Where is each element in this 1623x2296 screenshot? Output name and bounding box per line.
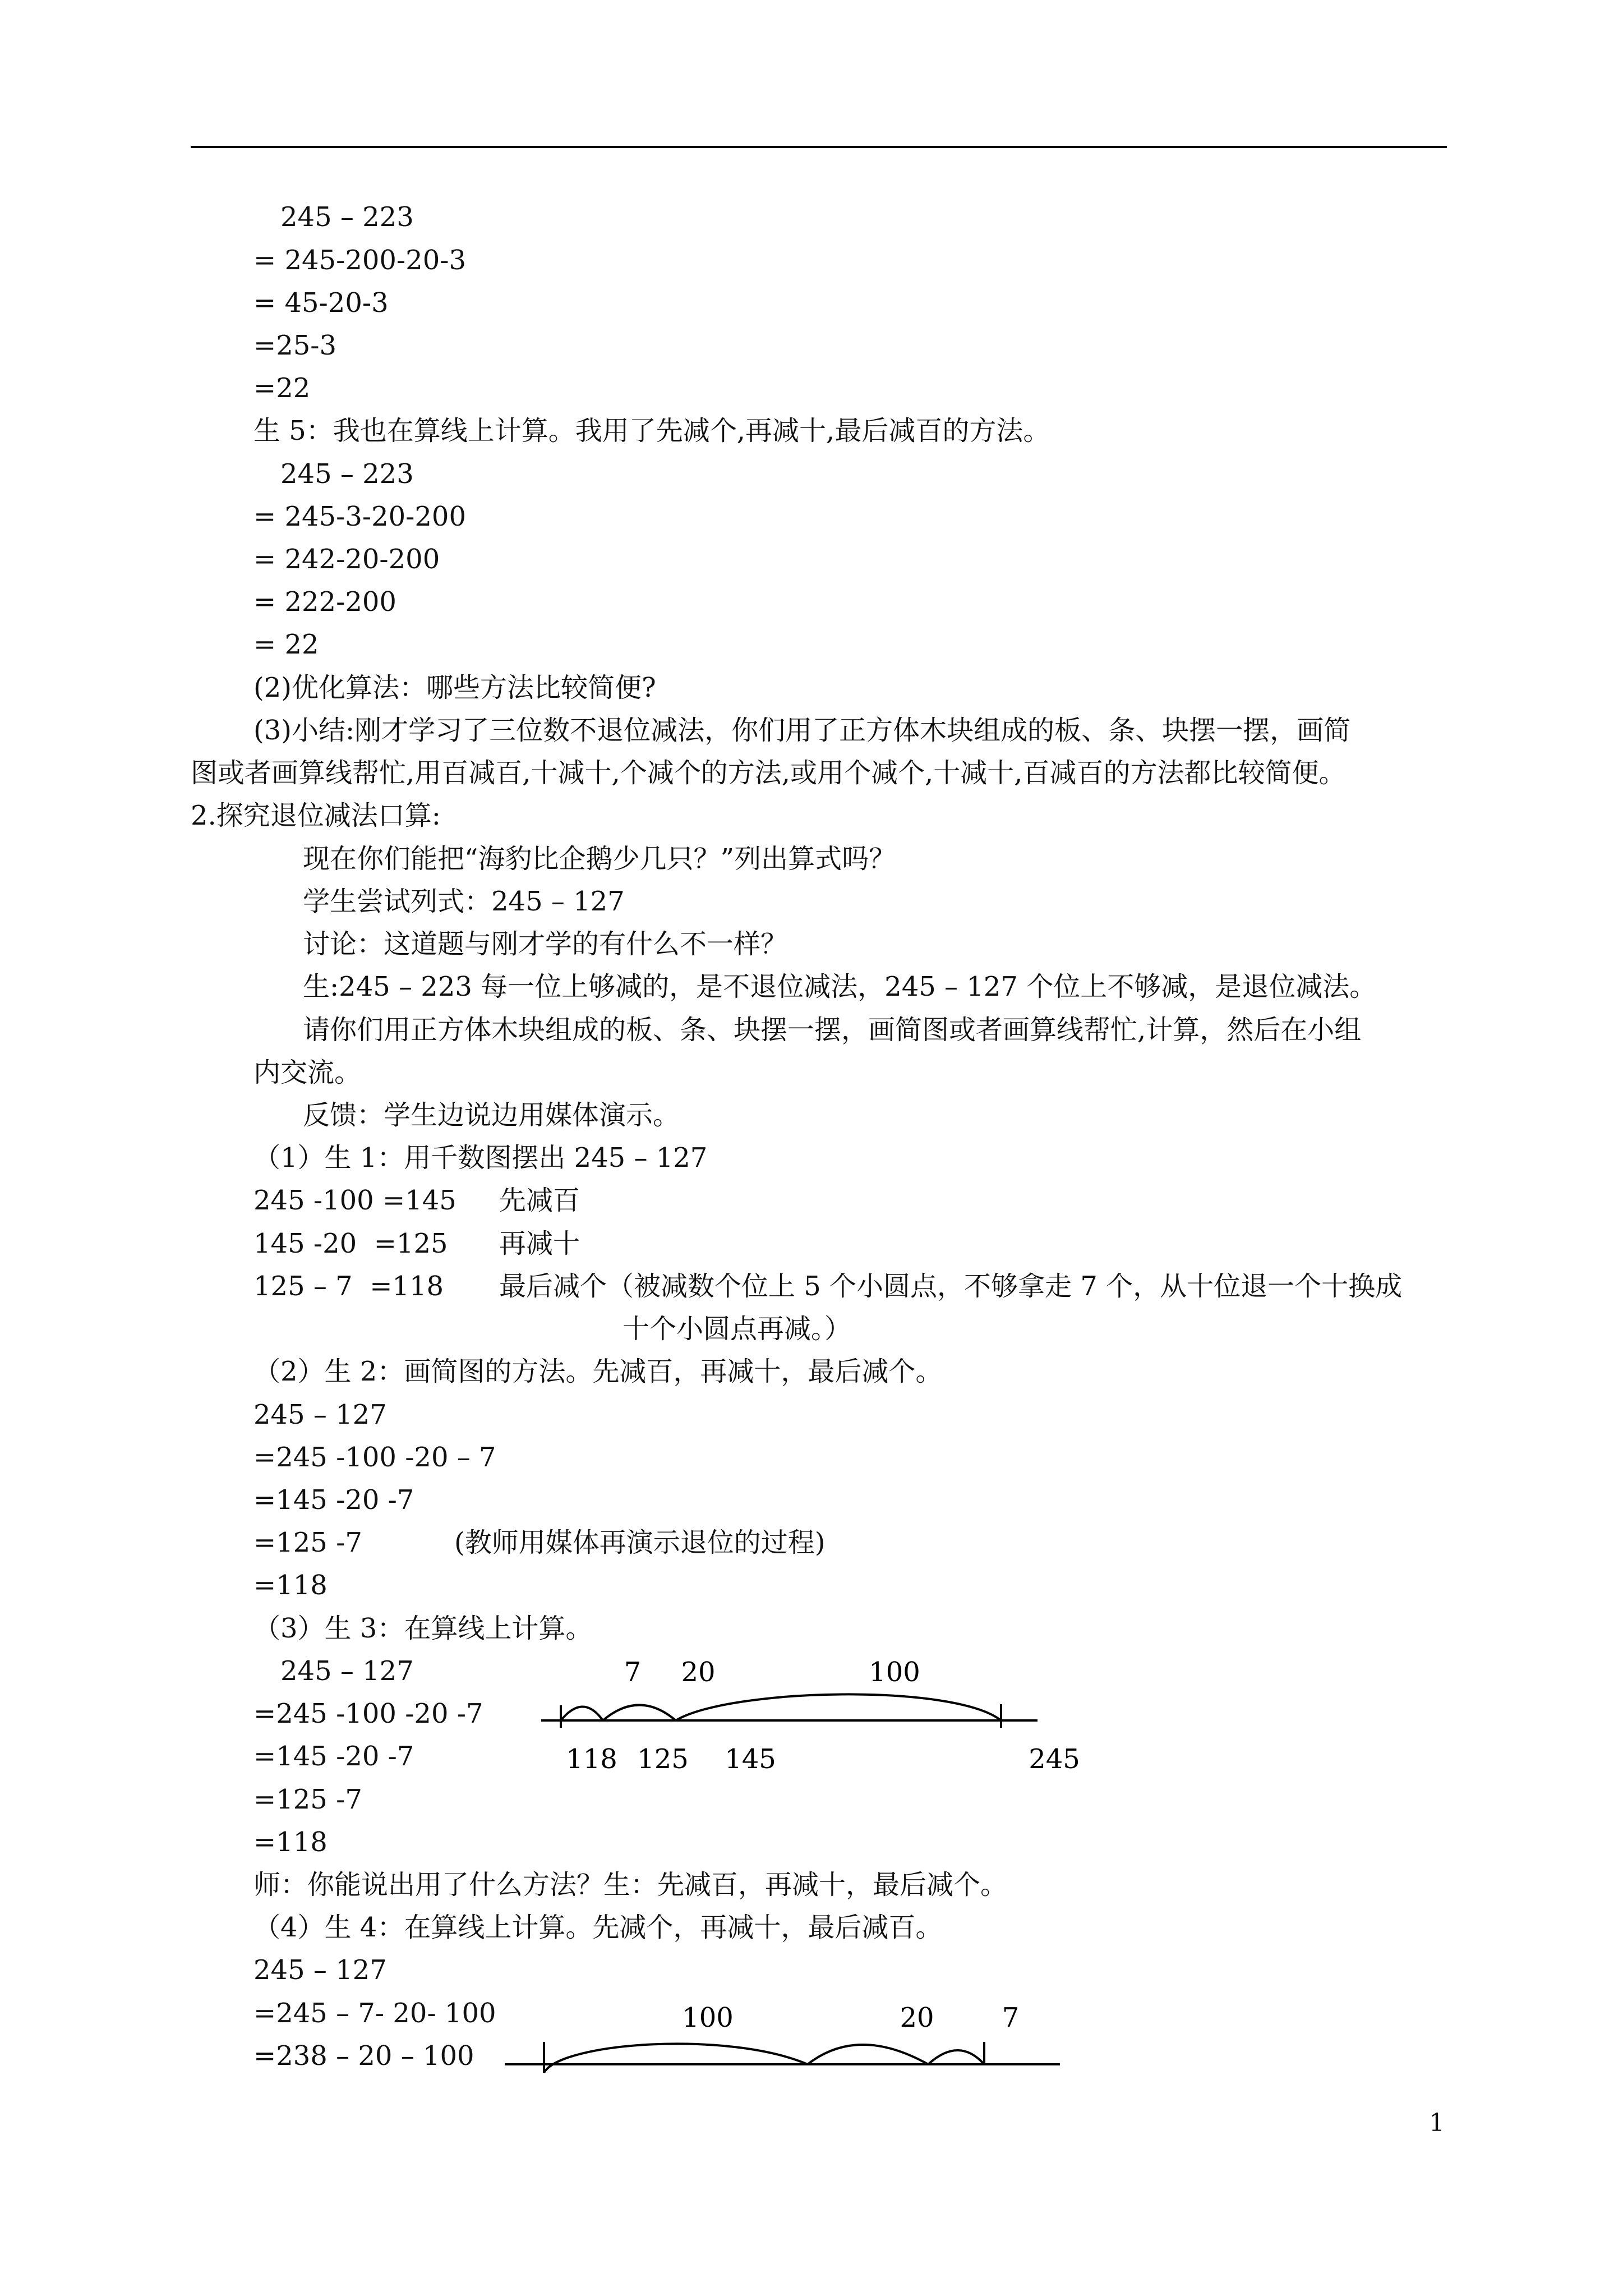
jump-arc bbox=[928, 2050, 984, 2064]
point-label: 245 bbox=[1029, 1743, 1080, 1775]
text-line: = 245-200-20-3 bbox=[253, 245, 466, 276]
text-line: 245 – 223 bbox=[280, 201, 414, 233]
text-line: =125 -7 bbox=[253, 1527, 362, 1558]
jump-label: 100 bbox=[869, 1657, 920, 1688]
text-line: 最后减个（被减数个位上 5 个小圆点，不够拿走 7 个，从十位退一个十换成 bbox=[499, 1271, 1403, 1302]
text-line: =245 – 7- 20- 100 bbox=[253, 1998, 496, 2029]
text-line: =238 – 20 – 100 bbox=[253, 2040, 474, 2072]
text-line: 请你们用正方体木块组成的板、条、块摆一摆，画简图或者画算线帮忙,计算，然后在小组 bbox=[303, 1014, 1362, 1046]
text-line: 内交流。 bbox=[253, 1057, 362, 1088]
jump-label: 7 bbox=[1002, 2002, 1020, 2033]
text-line: 245 – 127 bbox=[253, 1954, 387, 1986]
jump-arc bbox=[808, 2045, 928, 2064]
text-line: 245 – 127 bbox=[280, 1655, 414, 1687]
text-line: （1）生 1：用千数图摆出 245 – 127 bbox=[253, 1142, 708, 1174]
text-line: 图或者画算线帮忙,用百减百,十减十,个减个的方法,或用个减个,十减十,百减百的方法都比较简便。 bbox=[191, 757, 1346, 789]
point-label: 118 bbox=[566, 1743, 617, 1775]
text-line: (3)小结:刚才学习了三位数不退位减法，你们用了正方体木块组成的板、条、块摆一摆，画简 bbox=[253, 715, 1351, 746]
text-line: =118 bbox=[253, 1826, 328, 1858]
text-line: 讨论：这道题与刚才学的有什么不一样？ bbox=[303, 928, 788, 960]
text-line: (2)优化算法：哪些方法比较简便? bbox=[253, 672, 656, 703]
text-line: =25-3 bbox=[253, 330, 337, 361]
text-line: 反馈：学生边说边用媒体演示。 bbox=[303, 1099, 680, 1131]
text-line: 现在你们能把“海豹比企鹅少几只？”列出算式吗？ bbox=[303, 843, 896, 875]
text-line: 245 – 127 bbox=[253, 1399, 387, 1430]
text-line: 125 – 7 =118 bbox=[253, 1271, 444, 1302]
text-line: 145 -20 =125 bbox=[253, 1228, 448, 1259]
jump-label: 20 bbox=[900, 2002, 934, 2033]
text-line: 245 – 223 bbox=[280, 458, 414, 490]
text-line: =118 bbox=[253, 1570, 328, 1601]
text-line: = 242-20-200 bbox=[253, 544, 440, 575]
jump-label: 7 bbox=[624, 1657, 642, 1688]
text-line: = 222-200 bbox=[253, 586, 396, 618]
text-line: =125 -7 bbox=[253, 1784, 362, 1815]
point-label: 125 bbox=[637, 1743, 689, 1775]
text-line: = 45-20-3 bbox=[253, 287, 389, 319]
text-line: 再减十 bbox=[499, 1228, 580, 1259]
text-line: = 245-3-20-200 bbox=[253, 501, 466, 532]
text-line: 十个小圆点再减。） bbox=[623, 1313, 852, 1345]
text-line: 先减百 bbox=[499, 1185, 580, 1216]
text-line: 生 5：我也在算线上计算。我用了先减个,再减十,最后减百的方法。 bbox=[253, 415, 1050, 447]
text-line: 2.探究退位减法口算: bbox=[191, 800, 441, 831]
text-line: 生:245 – 223 每一位上够减的，是不退位减法，245 – 127 个位上不够减，是退位减法。 bbox=[303, 971, 1377, 1002]
text-line: =145 -20 -7 bbox=[253, 1484, 414, 1516]
text-line: (教师用媒体再演示退位的过程) bbox=[454, 1527, 826, 1558]
text-line: =145 -20 -7 bbox=[253, 1741, 414, 1772]
text-line: 师：你能说出用了什么方法？生：先减百，再减十，最后减个。 bbox=[253, 1869, 1008, 1901]
text-line: = 22 bbox=[253, 629, 319, 660]
text-line: （4）生 4：在算线上计算。先减个，再减十，最后减百。 bbox=[253, 1912, 943, 1943]
text-line: 学生尝试列式：245 – 127 bbox=[303, 886, 625, 917]
jump-label: 20 bbox=[681, 1657, 716, 1688]
point-label: 145 bbox=[725, 1743, 776, 1775]
jump-arc bbox=[544, 2044, 808, 2073]
text-line: 245 -100 =145 bbox=[253, 1185, 457, 1216]
text-line: =245 -100 -20 -7 bbox=[253, 1698, 483, 1729]
page-number: 1 bbox=[1429, 2109, 1445, 2137]
jump-label: 100 bbox=[682, 2002, 734, 2033]
text-line: （3）生 3：在算线上计算。 bbox=[253, 1613, 593, 1644]
text-line: =245 -100 -20 – 7 bbox=[253, 1442, 496, 1473]
text-line: （2）生 2：画简图的方法。先减百，再减十，最后减个。 bbox=[253, 1356, 943, 1387]
text-line: =22 bbox=[253, 372, 311, 404]
